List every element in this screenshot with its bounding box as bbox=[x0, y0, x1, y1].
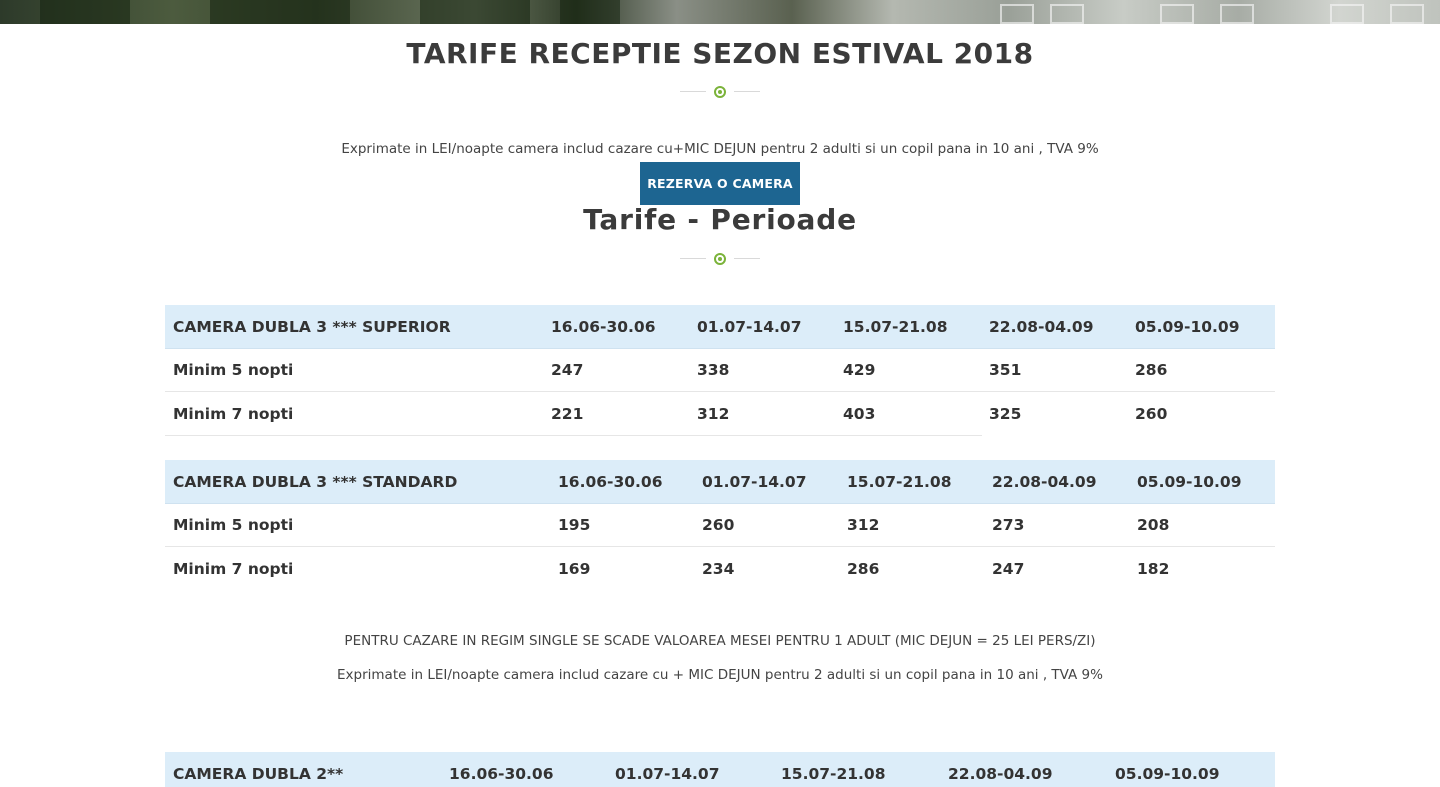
period-header: 01.07-14.07 bbox=[702, 472, 807, 491]
divider-line bbox=[680, 258, 706, 259]
period-header: 16.06-30.06 bbox=[551, 317, 656, 336]
stay-length-label: Minim 5 nopti bbox=[173, 516, 294, 534]
price-cell: 260 bbox=[702, 516, 735, 534]
hero-image bbox=[0, 0, 1440, 24]
price-cell: 351 bbox=[989, 361, 1022, 379]
divider-dot-icon bbox=[714, 253, 726, 265]
rate-table-superior bbox=[165, 305, 1275, 435]
subtitle-divider bbox=[680, 252, 760, 266]
price-note: Exprimate in LEI/noapte camera includ cazare cu+MIC DEJUN pentru 2 adulti si un copil pana in 10 ani , TVA 9% bbox=[341, 141, 1099, 157]
period-header: 22.08-04.09 bbox=[989, 317, 1094, 336]
price-cell: 221 bbox=[551, 404, 584, 423]
table-row bbox=[165, 504, 1275, 547]
price-cell: 312 bbox=[697, 404, 730, 423]
room-type-header: CAMERA DUBLA 3 *** SUPERIOR bbox=[173, 317, 451, 336]
book-room-button[interactable]: REZERVA O CAMERA bbox=[640, 162, 800, 205]
price-cell: 247 bbox=[551, 361, 584, 379]
divider-line bbox=[734, 91, 760, 92]
table-header-row bbox=[165, 460, 1275, 504]
period-header: 15.07-21.08 bbox=[847, 472, 952, 491]
period-header: 01.07-14.07 bbox=[697, 317, 802, 336]
stay-length-label: Minim 7 nopti bbox=[173, 404, 294, 423]
section-subtitle: Tarife - Perioade bbox=[583, 203, 857, 236]
price-cell: 169 bbox=[558, 559, 591, 578]
period-header: 05.09-10.09 bbox=[1115, 764, 1220, 783]
period-header: 16.06-30.06 bbox=[558, 472, 663, 491]
price-cell: 325 bbox=[989, 404, 1022, 423]
period-header: 15.07-21.08 bbox=[843, 317, 948, 336]
price-cell: 247 bbox=[992, 559, 1025, 578]
price-note-secondary: Exprimate in LEI/noapte camera includ cazare cu + MIC DEJUN pentru 2 adulti si un copil pana in 10 ani , TVA 9% bbox=[337, 667, 1103, 683]
price-cell: 403 bbox=[843, 404, 876, 423]
price-cell: 234 bbox=[702, 559, 735, 578]
price-cell: 208 bbox=[1137, 516, 1170, 534]
price-cell: 286 bbox=[1135, 361, 1168, 379]
period-header: 01.07-14.07 bbox=[615, 764, 720, 783]
period-header: 05.09-10.09 bbox=[1135, 317, 1240, 336]
table-header-row bbox=[165, 305, 1275, 349]
room-type-header: CAMERA DUBLA 3 *** STANDARD bbox=[173, 472, 458, 491]
period-header: 22.08-04.09 bbox=[948, 764, 1053, 783]
room-type-header: CAMERA DUBLA 2** bbox=[173, 764, 344, 783]
title-divider bbox=[680, 85, 760, 99]
divider-line bbox=[680, 91, 706, 92]
divider-dot-icon bbox=[714, 86, 726, 98]
page-title: TARIFE RECEPTIE SEZON ESTIVAL 2018 bbox=[406, 37, 1034, 70]
price-cell: 312 bbox=[847, 516, 880, 534]
table-row bbox=[165, 547, 1275, 590]
price-cell: 182 bbox=[1137, 559, 1170, 578]
price-cell: 286 bbox=[847, 559, 880, 578]
stay-length-label: Minim 5 nopti bbox=[173, 361, 294, 379]
rate-table-standard bbox=[165, 460, 1275, 590]
price-cell: 338 bbox=[697, 361, 730, 379]
table-row bbox=[165, 349, 1275, 392]
rate-table-double-2-star bbox=[165, 752, 1275, 787]
period-header: 15.07-21.08 bbox=[781, 764, 886, 783]
price-cell: 195 bbox=[558, 516, 591, 534]
period-header: 22.08-04.09 bbox=[992, 472, 1097, 491]
period-header: 05.09-10.09 bbox=[1137, 472, 1242, 491]
stay-length-label: Minim 7 nopti bbox=[173, 559, 294, 578]
price-cell: 273 bbox=[992, 516, 1025, 534]
price-cell: 260 bbox=[1135, 404, 1168, 423]
price-cell: 429 bbox=[843, 361, 876, 379]
period-header: 16.06-30.06 bbox=[449, 764, 554, 783]
divider-line bbox=[734, 258, 760, 259]
table-row bbox=[165, 392, 1275, 435]
single-room-note: PENTRU CAZARE IN REGIM SINGLE SE SCADE VALOAREA MESEI PENTRU 1 ADULT (MIC DEJUN = 25 LEI PERS/ZI) bbox=[344, 633, 1096, 649]
table-header-row bbox=[165, 752, 1275, 787]
